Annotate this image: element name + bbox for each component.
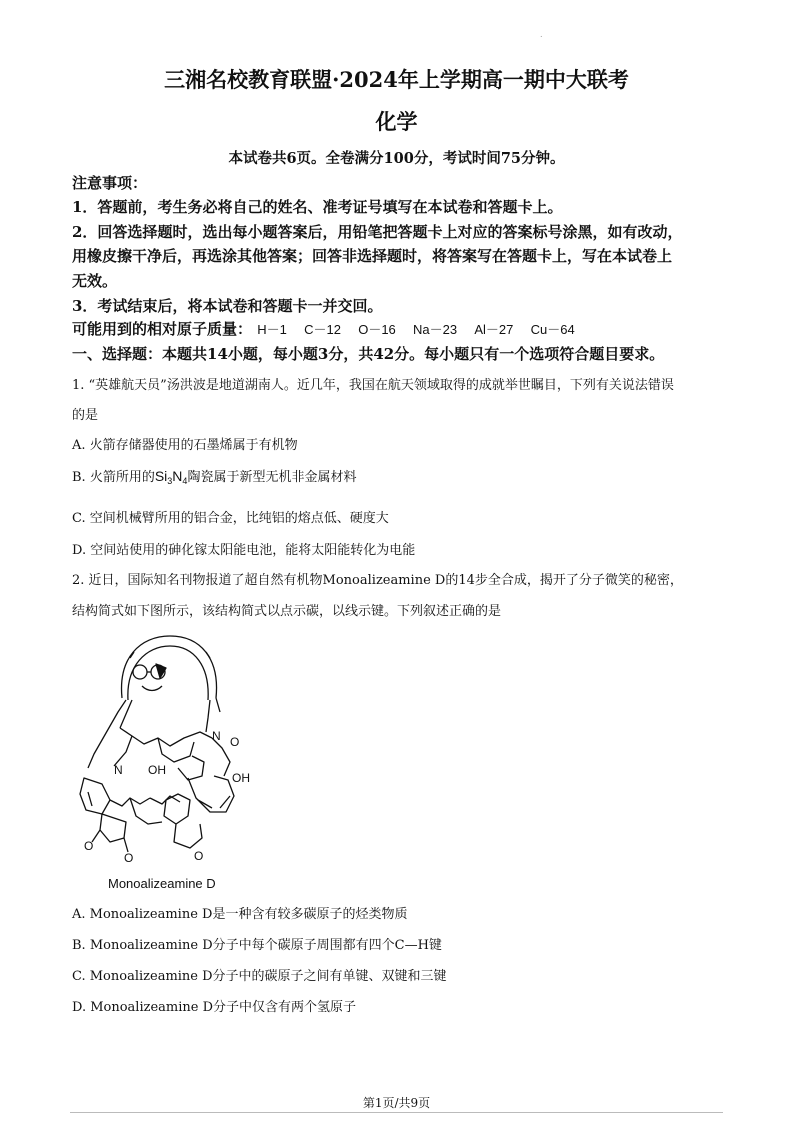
exam-title: 三湘名校教育联盟·2024年上学期高一期中大联考 <box>164 67 629 92</box>
q1-stem-line-2: 的是 <box>72 408 99 423</box>
q1-option-b-prefix: B. 火箭所用的 <box>72 470 155 485</box>
note-2-line-3: 无效。 <box>72 272 118 290</box>
q2-stem-line-2: 结构简式如下图所示，该结构简式以点示碳，以线示键。下列叙述正确的是 <box>72 604 502 619</box>
subject-title: 化学 <box>375 109 418 134</box>
atom-h: H－1 <box>257 322 287 337</box>
scan-dot: . <box>540 30 543 39</box>
inner-alkyne-loop <box>128 646 208 700</box>
atomic-masses <box>72 318 587 339</box>
left-benzene-ring <box>80 778 110 814</box>
label-n-top: N <box>212 729 221 743</box>
q2-option-d: D. Monoalizeamine D分子中仅含有两个氢原子 <box>72 1000 357 1015</box>
q1-option-a: A. 火箭存储器使用的石墨烯属于有机物 <box>72 438 298 453</box>
label-oh-1: OH <box>148 763 166 777</box>
formula-sub-4: 4 <box>182 476 188 486</box>
label-n-left: N <box>114 763 123 777</box>
note-3: 3．考试结束后，将本试卷和答题卡一并交回。 <box>72 297 383 315</box>
q2-stem-line-1: 2. 近日，国际知名刊物报道了超自然有机物Monoalizeamine D的14步全合成，揭开了分子微笑的秘密， <box>72 573 683 588</box>
q1-option-d: D. 空间站使用的砷化镓太阳能电池，能将太阳能转化为电能 <box>72 543 416 558</box>
glasses-left-ring <box>133 665 147 679</box>
si3n4-formula <box>155 468 188 484</box>
q2-option-b: B. Monoalizeamine D分子中每个碳原子周围都有四个C—H键 <box>72 938 442 953</box>
q1-option-c: C. 空间机械臂所用的铝合金，比纯铝的熔点低、硬度大 <box>72 511 389 526</box>
section-1-heading: 一、选择题：本题共14小题，每小题3分，共42分。每小题只有一个选项符合题目要求。 <box>72 345 665 363</box>
note-2-line-1: 2．回答选择题时，选出每小题答案后，用铅笔把答题卡上对应的答案标号涂黑，如有改动， <box>72 223 683 241</box>
right-aromatic-ring <box>188 776 234 812</box>
atom-al: Al－27 <box>474 322 514 337</box>
label-o-2: O <box>84 839 94 853</box>
note-2-line-2: 用橡皮擦干净后，再选涂其他答案；回答非选择题时，将答案写在答题卡上，写在本试卷上 <box>72 247 673 265</box>
atom-c: C－12 <box>304 322 341 337</box>
atomic-masses-label: 可能用到的相对原子质量： <box>72 320 253 338</box>
exam-info: 本试卷共6页。全卷满分100分，考试时间75分钟。 <box>228 150 565 167</box>
label-oh-2: OH <box>232 771 250 785</box>
q1-option-b <box>72 466 356 486</box>
bridge-ring <box>164 794 190 824</box>
atom-o: O－16 <box>358 322 396 337</box>
formula-sub-3: 3 <box>167 476 173 486</box>
label-o-3: O <box>124 851 134 865</box>
monoalizeamine-structure <box>70 628 270 890</box>
label-o-4: O <box>194 849 204 863</box>
right-alkyne-chain <box>206 700 210 732</box>
atom-cu: Cu－64 <box>530 322 575 337</box>
q2-option-c: C. Monoalizeamine D分子中的碳原子之间有单键、双键和三键 <box>72 969 447 984</box>
notes-heading: 注意事项： <box>72 174 148 192</box>
structure-caption: Monoalizeamine D <box>108 876 216 891</box>
q1-stem-line-1: 1. “英雄航天员”汤洪波是地道湖南人。近几年，我国在航天领域取得的成就举世瞩目，下列有关说法错误 <box>72 378 674 393</box>
formula-n: N <box>172 468 183 484</box>
cyclopentane-dione <box>100 814 126 842</box>
mid-chain <box>120 728 212 746</box>
note-1: 1．答题前，考生务必将自己的姓名、准考证号填写在本试卷和答题卡上。 <box>72 198 563 216</box>
atom-na: Na－23 <box>413 322 458 337</box>
page-footer: 第1页/共9页 <box>362 1096 431 1110</box>
smile-arc <box>142 686 162 691</box>
q1-option-b-suffix: 陶瓷属于新型无机非金属材料 <box>187 470 357 485</box>
footer-divider <box>70 1112 723 1113</box>
q2-option-a: A. Monoalizeamine D是一种含有较多碳原子的烃类物质 <box>72 907 408 922</box>
label-o-1: O <box>230 735 240 749</box>
formula-si: Si <box>154 468 168 484</box>
